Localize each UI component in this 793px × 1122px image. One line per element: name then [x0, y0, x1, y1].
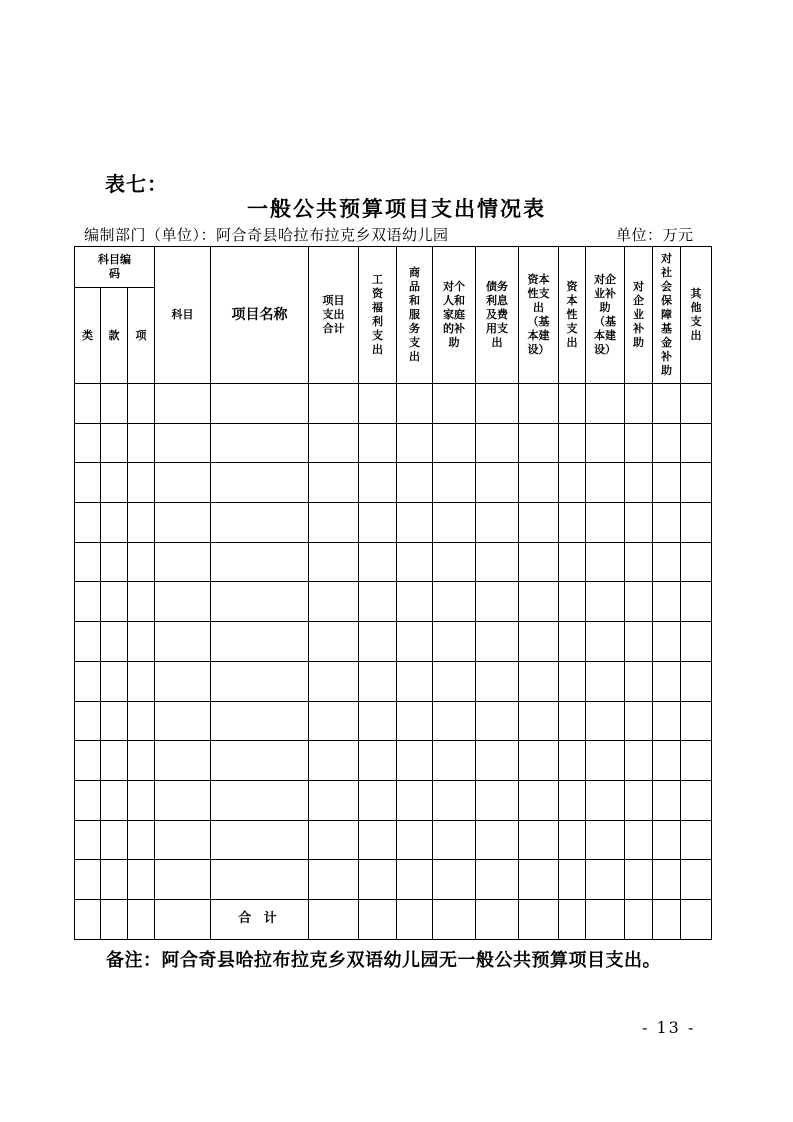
table-cell — [359, 503, 397, 543]
table-cell — [519, 622, 559, 662]
table-cell — [211, 820, 309, 860]
table-cell — [211, 860, 309, 900]
table-cell — [433, 503, 476, 543]
header-goods-services: 商 品 和 服 务 支 出 — [397, 247, 433, 384]
table-cell — [128, 780, 155, 820]
header-subject-code: 科目编 码 — [75, 247, 155, 288]
table-cell — [433, 542, 476, 582]
table-row — [75, 622, 712, 662]
table-cell — [211, 423, 309, 463]
table-cell — [211, 582, 309, 622]
table-cell — [211, 384, 309, 424]
table-cell — [433, 820, 476, 860]
table-cell — [625, 582, 653, 622]
table-row — [75, 463, 712, 503]
table-cell — [519, 542, 559, 582]
table-cell — [586, 463, 625, 503]
table-cell — [476, 463, 519, 503]
table-cell — [559, 384, 586, 424]
table-cell — [397, 661, 433, 701]
table-cell — [101, 899, 128, 939]
table-cell — [128, 542, 155, 582]
table-cell — [559, 503, 586, 543]
table-cell — [75, 860, 101, 900]
header-other: 其 他 支 出 — [681, 247, 712, 384]
table-cell — [681, 899, 712, 939]
table-cell — [681, 542, 712, 582]
table-cell — [359, 542, 397, 582]
table-cell — [519, 463, 559, 503]
table-cell — [397, 503, 433, 543]
table-cell — [397, 701, 433, 741]
table-cell — [155, 384, 211, 424]
table-cell — [586, 503, 625, 543]
table-cell — [476, 622, 519, 662]
table-cell — [309, 542, 359, 582]
table-cell — [625, 622, 653, 662]
table-cell — [155, 741, 211, 781]
table-cell — [476, 860, 519, 900]
table-cell — [128, 661, 155, 701]
table-cell — [653, 701, 681, 741]
table-cell — [681, 701, 712, 741]
table-cell — [75, 661, 101, 701]
table-cell — [476, 542, 519, 582]
table-cell — [75, 463, 101, 503]
table-cell — [586, 860, 625, 900]
table-cell — [559, 661, 586, 701]
table-cell — [101, 503, 128, 543]
table-cell — [309, 780, 359, 820]
header-capital: 资 本 性 支 出 — [559, 247, 586, 384]
table-cell — [75, 622, 101, 662]
table-cell — [681, 463, 712, 503]
table-cell — [211, 622, 309, 662]
table-cell — [75, 384, 101, 424]
table-cell — [397, 542, 433, 582]
table-cell — [653, 899, 681, 939]
table-cell — [625, 542, 653, 582]
table-cell — [519, 860, 559, 900]
table-cell — [155, 622, 211, 662]
table-cell — [211, 542, 309, 582]
table-cell — [625, 384, 653, 424]
table-cell — [101, 622, 128, 662]
table-cell — [586, 384, 625, 424]
table-cell — [309, 622, 359, 662]
header-project-name: 项目名称 — [211, 247, 309, 384]
table-cell — [559, 899, 586, 939]
table-cell — [211, 661, 309, 701]
table-cell — [433, 899, 476, 939]
table-cell — [476, 582, 519, 622]
table-cell — [397, 582, 433, 622]
table-cell — [586, 423, 625, 463]
table-cell — [433, 860, 476, 900]
table-cell — [397, 384, 433, 424]
table-cell — [155, 780, 211, 820]
table-cell — [309, 503, 359, 543]
table-cell — [586, 661, 625, 701]
table-cell — [309, 384, 359, 424]
table-cell — [625, 860, 653, 900]
table-cell — [519, 582, 559, 622]
table-cell — [101, 384, 128, 424]
table-cell — [211, 780, 309, 820]
table-cell — [211, 503, 309, 543]
table-cell — [653, 582, 681, 622]
table-cell — [75, 423, 101, 463]
table-cell — [653, 820, 681, 860]
table-cell — [653, 384, 681, 424]
table-cell — [519, 384, 559, 424]
table-cell — [101, 820, 128, 860]
table-label: 表七： — [105, 172, 168, 196]
table-cell — [476, 384, 519, 424]
table-cell — [359, 741, 397, 781]
table-cell — [128, 503, 155, 543]
table-cell — [476, 741, 519, 781]
table-cell — [128, 899, 155, 939]
table-cell — [128, 384, 155, 424]
table-cell — [359, 701, 397, 741]
table-cell — [433, 582, 476, 622]
table-cell — [519, 423, 559, 463]
table-cell — [625, 820, 653, 860]
table-cell — [433, 463, 476, 503]
table-cell — [309, 860, 359, 900]
table-cell — [586, 701, 625, 741]
table-cell — [101, 463, 128, 503]
table-cell — [155, 503, 211, 543]
total-row — [75, 899, 712, 939]
table-row — [75, 503, 712, 543]
table-cell — [359, 899, 397, 939]
table-cell — [101, 780, 128, 820]
table-cell — [155, 463, 211, 503]
table-row — [75, 820, 712, 860]
table-cell — [309, 463, 359, 503]
header-social-security: 对 社 会 保 障 基 金 补 助 — [653, 247, 681, 384]
page-number: - 13 - — [642, 1018, 696, 1037]
table-row — [75, 780, 712, 820]
header-subject: 科目 — [155, 247, 211, 384]
table-body — [75, 384, 712, 940]
table-cell — [155, 582, 211, 622]
table-cell — [101, 661, 128, 701]
table-cell — [128, 701, 155, 741]
table-cell — [653, 423, 681, 463]
table-cell — [433, 780, 476, 820]
table-cell — [397, 622, 433, 662]
table-cell — [75, 701, 101, 741]
table-cell — [211, 463, 309, 503]
table-cell — [75, 820, 101, 860]
table-cell — [155, 820, 211, 860]
table-cell — [128, 582, 155, 622]
table-cell — [359, 463, 397, 503]
table-cell — [433, 384, 476, 424]
table-cell — [359, 661, 397, 701]
table-cell — [128, 820, 155, 860]
table-row — [75, 701, 712, 741]
table-cell — [681, 622, 712, 662]
table-cell — [476, 503, 519, 543]
table-cell — [519, 820, 559, 860]
table-cell — [476, 423, 519, 463]
table-cell — [625, 503, 653, 543]
table-cell — [155, 899, 211, 939]
table-cell — [653, 741, 681, 781]
table-cell — [681, 780, 712, 820]
table-cell — [559, 542, 586, 582]
table-row — [75, 860, 712, 900]
header-debt-interest: 债务 利息 及费 用支 出 — [476, 247, 519, 384]
table-cell — [75, 780, 101, 820]
table-cell — [359, 384, 397, 424]
header-capital-basic: 资本 性支 出 （基 本建 设） — [519, 247, 559, 384]
table-cell — [433, 741, 476, 781]
currency-unit: 单位：万元 — [616, 226, 694, 244]
table-cell — [309, 661, 359, 701]
table-cell — [359, 820, 397, 860]
table-cell — [155, 423, 211, 463]
table-cell — [155, 860, 211, 900]
table-cell — [359, 582, 397, 622]
table-cell — [309, 899, 359, 939]
header-enterprise-subsidy: 对 企 业 补 助 — [625, 247, 653, 384]
document-title: 一般公共预算项目支出情况表 — [247, 196, 546, 221]
table-cell — [155, 542, 211, 582]
table-cell — [681, 741, 712, 781]
table-cell — [559, 820, 586, 860]
table-cell — [433, 423, 476, 463]
table-cell — [359, 780, 397, 820]
table-cell — [397, 899, 433, 939]
table-cell — [155, 661, 211, 701]
table-cell — [519, 741, 559, 781]
table-cell — [309, 582, 359, 622]
table-cell — [559, 860, 586, 900]
table-cell — [519, 503, 559, 543]
table-cell — [586, 741, 625, 781]
table-cell — [519, 780, 559, 820]
table-cell — [653, 661, 681, 701]
table-cell — [681, 582, 712, 622]
table-cell — [653, 622, 681, 662]
table-cell — [101, 741, 128, 781]
header-enterprise-basic: 对企 业补 助 （基 本建 设） — [586, 247, 625, 384]
header-row-1 — [75, 247, 712, 288]
table-cell — [359, 860, 397, 900]
table-cell — [625, 423, 653, 463]
table-cell — [433, 701, 476, 741]
table-cell — [476, 701, 519, 741]
table-cell — [625, 463, 653, 503]
table-cell — [559, 463, 586, 503]
table-row — [75, 542, 712, 582]
table-cell — [211, 741, 309, 781]
table-row — [75, 661, 712, 701]
table-cell — [397, 780, 433, 820]
table-cell — [681, 820, 712, 860]
total-label: 合 计 — [211, 899, 309, 939]
table-cell — [476, 780, 519, 820]
header-household-subsidy: 对个 人和 家庭 的补 助 — [433, 247, 476, 384]
header-project-total: 项目 支出 合计 — [309, 247, 359, 384]
table-cell — [476, 661, 519, 701]
table-cell — [625, 701, 653, 741]
table-cell — [586, 820, 625, 860]
table-cell — [75, 582, 101, 622]
table-row — [75, 384, 712, 424]
table-cell — [681, 423, 712, 463]
table-cell — [309, 741, 359, 781]
table-row — [75, 582, 712, 622]
table-cell — [101, 582, 128, 622]
table-cell — [625, 780, 653, 820]
table-cell — [309, 701, 359, 741]
table-cell — [681, 384, 712, 424]
table-cell — [586, 780, 625, 820]
table-cell — [653, 860, 681, 900]
table-cell — [128, 463, 155, 503]
table-cell — [397, 820, 433, 860]
table-cell — [397, 463, 433, 503]
table-cell — [75, 542, 101, 582]
table-cell — [433, 661, 476, 701]
compiling-unit: 编制部门（单位）：阿合奇县哈拉布拉克乡双语幼儿园 — [84, 226, 449, 244]
table-cell — [101, 860, 128, 900]
table-cell — [653, 780, 681, 820]
table-cell — [476, 899, 519, 939]
table-cell — [211, 701, 309, 741]
table-cell — [559, 701, 586, 741]
table-cell — [75, 899, 101, 939]
table-cell — [559, 622, 586, 662]
table-row — [75, 741, 712, 781]
table-cell — [625, 899, 653, 939]
table-cell — [625, 661, 653, 701]
table-cell — [519, 701, 559, 741]
table-cell — [476, 820, 519, 860]
table-cell — [397, 860, 433, 900]
table-cell — [101, 423, 128, 463]
table-cell — [309, 423, 359, 463]
table-cell — [586, 899, 625, 939]
table-cell — [519, 661, 559, 701]
table-cell — [359, 423, 397, 463]
table-cell — [625, 741, 653, 781]
table-cell — [397, 741, 433, 781]
table-cell — [128, 622, 155, 662]
table-row — [75, 423, 712, 463]
table-cell — [653, 542, 681, 582]
table-cell — [101, 542, 128, 582]
header-xiang: 项 — [128, 288, 155, 384]
table-cell — [519, 899, 559, 939]
table-cell — [586, 582, 625, 622]
table-cell — [559, 582, 586, 622]
table-cell — [681, 661, 712, 701]
table-cell — [586, 622, 625, 662]
table-cell — [397, 423, 433, 463]
table-cell — [309, 820, 359, 860]
table-cell — [559, 780, 586, 820]
header-kuan: 款 — [101, 288, 128, 384]
table-cell — [359, 622, 397, 662]
table-cell — [559, 423, 586, 463]
header-wages: 工 资 福 利 支 出 — [359, 247, 397, 384]
table-cell — [653, 463, 681, 503]
table-cell — [681, 860, 712, 900]
table-cell — [586, 542, 625, 582]
table-cell — [559, 741, 586, 781]
table-cell — [128, 860, 155, 900]
table-cell — [155, 701, 211, 741]
table-cell — [653, 503, 681, 543]
footnote: 备注：阿合奇县哈拉布拉克乡双语幼儿园无一般公共预算项目支出。 — [106, 950, 661, 971]
header-lei: 类 — [75, 288, 101, 384]
table-cell — [433, 622, 476, 662]
table-cell — [681, 503, 712, 543]
table-cell — [101, 701, 128, 741]
table-cell — [128, 423, 155, 463]
table-cell — [128, 741, 155, 781]
budget-table — [74, 246, 712, 940]
table-cell — [75, 503, 101, 543]
table-cell — [75, 741, 101, 781]
